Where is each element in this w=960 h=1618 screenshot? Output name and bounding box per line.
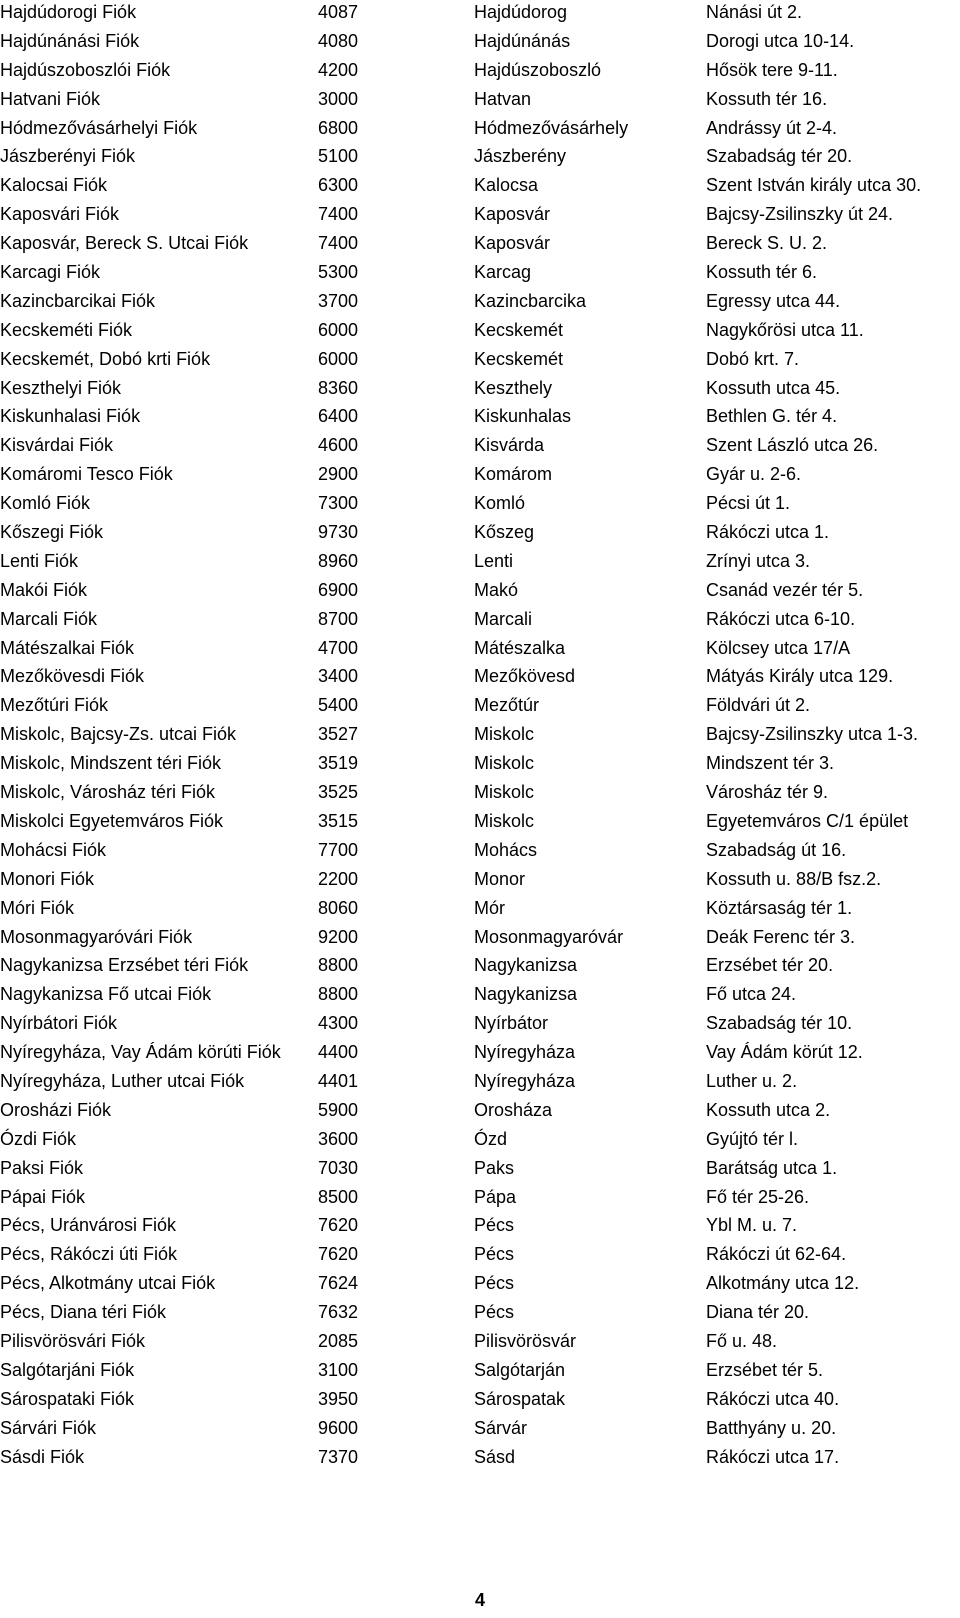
branch-name-cell: Kecskemét, Dobó krti Fiók: [0, 348, 211, 369]
table-row: [0, 751, 960, 780]
page-number: 4: [474, 1590, 485, 1610]
table-row: [0, 58, 960, 87]
city-cell: Nyíregyháza: [474, 1042, 576, 1063]
postal-code-cell: 7400: [318, 233, 359, 254]
city-cell: Lenti: [474, 550, 514, 571]
postal-code-cell: 3100: [318, 1359, 359, 1380]
branch-name-cell: Kaposvári Fiók: [0, 204, 120, 225]
branch-name-cell: Hatvani Fiók: [0, 88, 101, 109]
city-cell: Sárospatak: [474, 1388, 566, 1409]
table-row: [0, 982, 960, 1011]
postal-code-cell: 4400: [318, 1042, 359, 1063]
city-cell: Mezőtúr: [474, 695, 540, 716]
address-cell: Kölcsey utca 17/A: [706, 637, 851, 658]
city-cell: Mátészalka: [474, 637, 566, 658]
postal-code-cell: 4401: [318, 1070, 359, 1091]
postal-code-cell: 4200: [318, 59, 359, 80]
address-cell: Kossuth tér 6.: [706, 262, 818, 283]
postal-code-cell: 8500: [318, 1186, 359, 1207]
city-cell: Karcag: [474, 262, 532, 283]
city-cell: Hajdúnánás: [474, 30, 571, 51]
city-cell: Pécs: [474, 1244, 515, 1265]
table-row: [0, 433, 960, 462]
address-cell: Zrínyi utca 3.: [706, 550, 811, 571]
branch-name-cell: Kaposvár, Bereck S. Utcai Fiók: [0, 233, 249, 254]
address-cell: Fő tér 25-26.: [706, 1186, 810, 1207]
address-cell: Nagykőrösi utca 11.: [706, 319, 864, 340]
branch-name-cell: Kecskeméti Fiók: [0, 319, 133, 340]
branch-name-cell: Makói Fiók: [0, 579, 88, 600]
postal-code-cell: 8960: [318, 550, 359, 571]
postal-code-cell: 3515: [318, 810, 359, 831]
postal-code-cell: 3000: [318, 88, 359, 109]
city-cell: Kisvárda: [474, 435, 545, 456]
address-cell: Bajcsy-Zsilinszky utca 1-3.: [706, 724, 919, 745]
branch-name-cell: Marcali Fiók: [0, 608, 98, 629]
address-cell: Szent László utca 26.: [706, 435, 879, 456]
branch-name-cell: Móri Fiók: [0, 897, 75, 918]
address-cell: Fő u. 48.: [706, 1330, 778, 1351]
postal-code-cell: 3525: [318, 782, 359, 803]
address-cell: Vay Ádám körút 12.: [706, 1042, 863, 1063]
branch-name-cell: Nyírbátori Fiók: [0, 1013, 118, 1034]
branch-name-cell: Kiskunhalasi Fiók: [0, 406, 141, 427]
postal-code-cell: 4080: [318, 30, 359, 51]
branch-name-cell: Pécs, Alkotmány utcai Fiók: [0, 1273, 216, 1294]
postal-code-cell: 7700: [318, 839, 359, 860]
city-cell: Hajdúdorog: [474, 2, 568, 22]
address-cell: Fő utca 24.: [706, 984, 797, 1005]
address-cell: Csanád vezér tér 5.: [706, 579, 864, 600]
city-cell: Nyíregyháza: [474, 1070, 576, 1091]
postal-code-cell: 5300: [318, 262, 359, 283]
postal-code-cell: 3700: [318, 290, 359, 311]
address-cell: Mindszent tér 3.: [706, 753, 835, 774]
table-row: [0, 347, 960, 376]
address-cell: Rákóczi út 62-64.: [706, 1244, 847, 1265]
postal-code-cell: 7400: [318, 204, 359, 225]
city-cell: Nyírbátor: [474, 1013, 549, 1034]
city-cell: Nagykanizsa: [474, 955, 578, 976]
city-cell: Sárvár: [474, 1417, 528, 1438]
postal-code-cell: 9200: [318, 926, 359, 947]
city-cell: Kőszeg: [474, 522, 535, 543]
address-cell: Városház tér 9.: [706, 782, 829, 803]
branch-name-cell: Monori Fiók: [0, 868, 95, 889]
address-cell: Alkotmány utca 12.: [706, 1273, 860, 1294]
table-row: [0, 1213, 960, 1242]
postal-code-cell: 4700: [318, 637, 359, 658]
postal-code-cell: 8360: [318, 377, 359, 398]
city-cell: Kazincbarcika: [474, 290, 587, 311]
address-cell: Szent István király utca 30.: [706, 175, 922, 196]
city-cell: Paks: [474, 1157, 515, 1178]
postal-code-cell: 8060: [318, 897, 359, 918]
postal-code-cell: 6400: [318, 406, 359, 427]
table-row: [0, 953, 960, 982]
address-cell: Erzsébet tér 5.: [706, 1359, 824, 1380]
table-row: [0, 404, 960, 433]
branch-name-cell: Kazincbarcikai Fiók: [0, 290, 156, 311]
address-cell: Luther u. 2.: [706, 1070, 798, 1091]
address-cell: Szabadság tér 20.: [706, 146, 853, 167]
branch-name-cell: Kalocsai Fiók: [0, 175, 108, 196]
table-row: [0, 578, 960, 607]
address-cell: Egyetemváros C/1 épület: [706, 810, 909, 831]
branch-name-cell: Nagykanizsa Fő utcai Fiók: [0, 984, 212, 1005]
city-cell: Nagykanizsa: [474, 984, 578, 1005]
table-row: [0, 722, 960, 751]
branch-name-cell: Paksi Fiók: [0, 1157, 84, 1178]
branch-name-cell: Sárospataki Fiók: [0, 1388, 135, 1409]
address-cell: Köztársaság tér 1.: [706, 897, 853, 918]
table-row: [0, 231, 960, 260]
postal-code-cell: 5900: [318, 1099, 359, 1120]
branch-name-cell: Hódmezővásárhelyi Fiók: [0, 117, 198, 138]
branch-name-cell: Nagykanizsa Erzsébet téri Fiók: [0, 955, 249, 976]
table-row: [0, 491, 960, 520]
address-cell: Nánási út 2.: [706, 2, 803, 22]
address-cell: Szabadság út 16.: [706, 839, 847, 860]
postal-code-cell: 2085: [318, 1330, 359, 1351]
city-cell: Komárom: [474, 464, 553, 485]
city-cell: Makó: [474, 579, 519, 600]
branch-name-cell: Keszthelyi Fiók: [0, 377, 122, 398]
city-cell: Keszthely: [474, 377, 553, 398]
address-cell: Kossuth utca 2.: [706, 1099, 831, 1120]
branch-name-cell: Mátészalkai Fiók: [0, 637, 135, 658]
postal-code-cell: 3527: [318, 724, 359, 745]
table-row: [0, 318, 960, 347]
address-cell: Rákóczi utca 40.: [706, 1388, 840, 1409]
postal-code-cell: 4300: [318, 1013, 359, 1034]
table-row: [0, 0, 960, 29]
table-row: [0, 173, 960, 202]
city-cell: Hódmezővásárhely: [474, 117, 629, 138]
postal-code-cell: 6900: [318, 579, 359, 600]
address-cell: Andrássy út 2-4.: [706, 117, 838, 138]
branch-name-cell: Nyíregyháza, Vay Ádám körúti Fiók: [0, 1042, 281, 1063]
table-row: [0, 780, 960, 809]
postal-code-cell: 6000: [318, 319, 359, 340]
postal-code-cell: 3600: [318, 1128, 359, 1149]
city-cell: Kaposvár: [474, 233, 551, 254]
city-cell: Ózd: [474, 1128, 508, 1149]
branch-name-cell: Pécs, Rákóczi úti Fiók: [0, 1244, 178, 1265]
address-cell: Hősök tere 9-11.: [706, 59, 838, 80]
branch-name-cell: Miskolc, Városház téri Fiók: [0, 782, 216, 803]
table-row: [0, 1069, 960, 1098]
city-cell: Mosonmagyaróvár: [474, 926, 624, 947]
address-cell: Kossuth u. 88/B fsz.2.: [706, 868, 882, 889]
city-cell: Sásd: [474, 1446, 516, 1467]
table-row: [0, 260, 960, 289]
table-row: [0, 144, 960, 173]
postal-code-cell: 5400: [318, 695, 359, 716]
address-cell: Egressy utca 44.: [706, 290, 841, 311]
branch-name-cell: Sárvári Fiók: [0, 1417, 97, 1438]
address-cell: Bethlen G. tér 4.: [706, 406, 838, 427]
branch-name-cell: Pécs, Diana téri Fiók: [0, 1302, 167, 1323]
table-row: [0, 1271, 960, 1300]
postal-code-cell: 7300: [318, 493, 359, 514]
postal-code-cell: 7620: [318, 1244, 359, 1265]
postal-code-cell: 8800: [318, 955, 359, 976]
table-row: [0, 838, 960, 867]
address-cell: Rákóczi utca 17.: [706, 1446, 840, 1467]
table-row: [0, 549, 960, 578]
table-row: [0, 87, 960, 116]
table-row: [0, 289, 960, 318]
table-row: [0, 1011, 960, 1040]
city-cell: Mohács: [474, 839, 538, 860]
address-cell: Bereck S. U. 2.: [706, 233, 828, 254]
branch-name-cell: Orosházi Fiók: [0, 1099, 112, 1120]
branch-name-cell: Miskolci Egyetemváros Fiók: [0, 810, 224, 831]
postal-code-cell: 6800: [318, 117, 359, 138]
city-cell: Kiskunhalas: [474, 406, 572, 427]
address-cell: Földvári út 2.: [706, 695, 811, 716]
branch-name-cell: Nyíregyháza, Luther utcai Fiók: [0, 1070, 245, 1091]
city-cell: Pécs: [474, 1273, 515, 1294]
postal-code-cell: 8700: [318, 608, 359, 629]
postal-code-cell: 9600: [318, 1417, 359, 1438]
address-cell: Gyújtó tér l.: [706, 1128, 799, 1149]
table-row: [0, 1300, 960, 1329]
table-row: [0, 1156, 960, 1185]
address-cell: Ybl M. u. 7.: [706, 1215, 798, 1236]
table-row: [0, 636, 960, 665]
postal-code-cell: 6300: [318, 175, 359, 196]
postal-code-cell: 4600: [318, 435, 359, 456]
address-cell: Barátság utca 1.: [706, 1157, 838, 1178]
address-cell: Diana tér 20.: [706, 1302, 810, 1323]
branch-name-cell: Pápai Fiók: [0, 1186, 86, 1207]
postal-code-cell: 2900: [318, 464, 359, 485]
address-cell: Gyár u. 2-6.: [706, 464, 802, 485]
postal-code-cell: 7620: [318, 1215, 359, 1236]
address-cell: Kossuth utca 45.: [706, 377, 841, 398]
city-cell: Kalocsa: [474, 175, 539, 196]
city-cell: Hatvan: [474, 88, 532, 109]
city-cell: Miskolc: [474, 753, 535, 774]
address-cell: Rákóczi utca 6-10.: [706, 608, 856, 629]
postal-code-cell: 4087: [318, 2, 359, 22]
table-row: [0, 664, 960, 693]
branch-name-cell: Jászberényi Fiók: [0, 146, 136, 167]
table-row: [0, 925, 960, 954]
branch-name-cell: Miskolc, Bajcsy-Zs. utcai Fiók: [0, 724, 237, 745]
table-row: [0, 29, 960, 58]
table-row: [0, 867, 960, 896]
city-cell: Kecskemét: [474, 348, 564, 369]
branch-name-cell: Hajdúnánási Fiók: [0, 30, 140, 51]
branch-name-cell: Hajdúdorogi Fiók: [0, 2, 137, 22]
table-row: [0, 1387, 960, 1416]
branch-name-cell: Komló Fiók: [0, 493, 91, 514]
branch-name-cell: Pilisvörösvári Fiók: [0, 1330, 146, 1351]
branch-name-cell: Pécs, Uránvárosi Fiók: [0, 1215, 177, 1236]
city-cell: Miskolc: [474, 810, 535, 831]
branch-name-cell: Komáromi Tesco Fiók: [0, 464, 173, 485]
postal-code-cell: 3519: [318, 753, 359, 774]
branch-name-cell: Mohácsi Fiók: [0, 839, 107, 860]
city-cell: Orosháza: [474, 1099, 553, 1120]
branch-name-cell: Lenti Fiók: [0, 550, 79, 571]
postal-code-cell: 7030: [318, 1157, 359, 1178]
table-row: [0, 376, 960, 405]
table-row: [0, 896, 960, 925]
city-cell: Pilisvörösvár: [474, 1330, 577, 1351]
table-row: [0, 1445, 960, 1474]
address-cell: Dobó krt. 7.: [706, 348, 800, 369]
table-row: [0, 1040, 960, 1069]
address-cell: Szabadság tér 10.: [706, 1013, 853, 1034]
table-row: [0, 693, 960, 722]
postal-code-cell: 7632: [318, 1302, 359, 1323]
branch-name-cell: Kőszegi Fiók: [0, 522, 104, 543]
address-cell: Erzsébet tér 20.: [706, 955, 834, 976]
city-cell: Mór: [474, 897, 505, 918]
table-row: [0, 607, 960, 636]
table-row: [0, 809, 960, 838]
branch-name-cell: Miskolc, Mindszent téri Fiók: [0, 753, 222, 774]
address-cell: Bajcsy-Zsilinszky út 24.: [706, 204, 894, 225]
city-cell: Hajdúszoboszló: [474, 59, 602, 80]
city-cell: Pécs: [474, 1302, 515, 1323]
branch-name-cell: Mezőtúri Fiók: [0, 695, 109, 716]
city-cell: Kecskemét: [474, 319, 564, 340]
city-cell: Miskolc: [474, 782, 535, 803]
city-cell: Pécs: [474, 1215, 515, 1236]
address-cell: Kossuth tér 16.: [706, 88, 828, 109]
branch-name-cell: Salgótarjáni Fiók: [0, 1359, 135, 1380]
city-cell: Pápa: [474, 1186, 517, 1207]
city-cell: Miskolc: [474, 724, 535, 745]
table-row: [0, 520, 960, 549]
address-cell: Mátyás Király utca 129.: [706, 666, 894, 687]
postal-code-cell: 3400: [318, 666, 359, 687]
city-cell: Mezőkövesd: [474, 666, 576, 687]
table-row: [0, 202, 960, 231]
table-row: [0, 116, 960, 145]
city-cell: Marcali: [474, 608, 533, 629]
table-row: [0, 1127, 960, 1156]
city-cell: Komló: [474, 493, 526, 514]
branch-name-cell: Mosonmagyaróvári Fiók: [0, 926, 193, 947]
branch-name-cell: Hajdúszoboszlói Fiók: [0, 59, 171, 80]
city-cell: Kaposvár: [474, 204, 551, 225]
table-row: [0, 1416, 960, 1445]
branch-name-cell: Ózdi Fiók: [0, 1128, 77, 1149]
table-row: [0, 1329, 960, 1358]
table-row: [0, 1242, 960, 1271]
table-row: [0, 1358, 960, 1387]
table-row: [0, 1185, 960, 1214]
address-cell: Deák Ferenc tér 3.: [706, 926, 856, 947]
city-cell: Jászberény: [474, 146, 567, 167]
postal-code-cell: 8800: [318, 984, 359, 1005]
branch-name-cell: Karcagi Fiók: [0, 262, 101, 283]
postal-code-cell: 5100: [318, 146, 359, 167]
postal-code-cell: 7370: [318, 1446, 359, 1467]
postal-code-cell: 3950: [318, 1388, 359, 1409]
postal-code-cell: 6000: [318, 348, 359, 369]
table-row: [0, 462, 960, 491]
postal-code-cell: 2200: [318, 868, 359, 889]
branch-name-cell: Mezőkövesdi Fiók: [0, 666, 145, 687]
postal-code-cell: 7624: [318, 1273, 359, 1294]
address-cell: Rákóczi utca 1.: [706, 522, 830, 543]
address-cell: Dorogi utca 10-14.: [706, 30, 855, 51]
city-cell: Salgótarján: [474, 1359, 566, 1380]
address-cell: Batthyány u. 20.: [706, 1417, 837, 1438]
address-cell: Pécsi út 1.: [706, 493, 791, 514]
postal-code-cell: 9730: [318, 522, 359, 543]
city-cell: Monor: [474, 868, 526, 889]
table-row: [0, 1098, 960, 1127]
branch-name-cell: Sásdi Fiók: [0, 1446, 85, 1467]
branch-name-cell: Kisvárdai Fiók: [0, 435, 114, 456]
